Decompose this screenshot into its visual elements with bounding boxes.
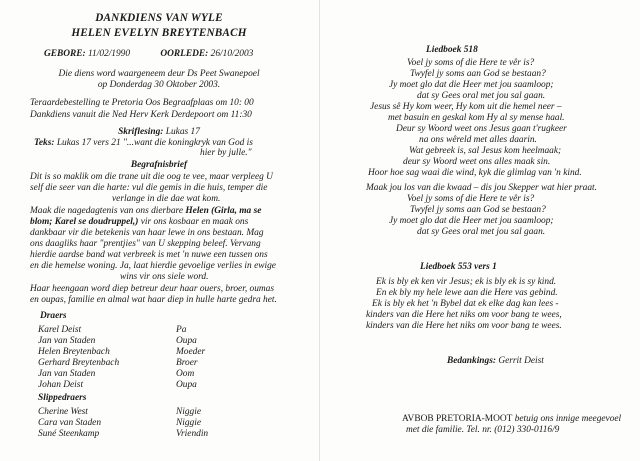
eulogy-p2-start: Maak die nagedagtenis van ons dierbare — [30, 206, 184, 216]
hymn-1-line: Jy moet glo dat die Heer met jou saamloop; — [389, 216, 554, 226]
funeral-home-name: AVBOB PRETORIA-MOOT — [402, 414, 513, 424]
sermon-text-cont: hier by julle." — [200, 148, 252, 158]
bearer-name: Jan van Staden — [38, 336, 96, 346]
eulogy-p2-line-2 — [30, 217, 248, 227]
hymn-2-line: kinders van die Here het niks om voor bang te wees. — [366, 321, 562, 331]
eulogy-p2-line-7: wins vir ons siele word. — [120, 272, 209, 282]
bearer-name: Johan Deist — [38, 380, 84, 390]
hymn-1-line: dat sy Gees oral met jou sal gaan. — [417, 227, 546, 237]
footer-line-1 — [402, 414, 621, 424]
hymn-1-line: Voel jy soms of die Here te vêr is? — [407, 194, 535, 204]
bearers-title: Draers — [40, 311, 67, 321]
sermon-text — [34, 138, 253, 148]
thanks-name: Gerrit Deist — [498, 356, 544, 366]
eulogy-p2-nickname-1: Helen (Girla, ma se — [185, 206, 262, 216]
text-value: Lukas 17 vers 21 "...want die koningkryk van God is — [56, 138, 253, 148]
bearer-name: Karel Deist — [38, 325, 82, 335]
footer-line-2: met die familie. Tel. nr. (012) 330-0116/9 — [406, 425, 560, 435]
hymn-1-line: Deur sy Woord weet ons Jesus gaan t'rugkeer — [396, 124, 567, 134]
bearer-role: Oupa — [176, 336, 197, 346]
page-fold-divider — [319, 0, 320, 461]
born-date: 11/02/1990 — [88, 49, 131, 59]
burial-line-1: Teraardebestelling te Pretoria Oos Begraafplaas om 10: 00 — [30, 98, 254, 108]
pall-bearer-role: Niggie — [176, 418, 201, 428]
eulogy-p2-line-6: en die hemelse woning. Ja, laat hierdie gevoelige verlies in ewige — [30, 261, 276, 271]
hymn-1-line: Jesus sê Hy kom weer, Hy kom uit die hemel neer – — [370, 102, 562, 112]
eulogy-p3-line-2: en oupas, familie en almal wat haar diep in hulle harte gedra het. — [30, 295, 277, 305]
right-page — [322, 0, 640, 461]
hymn-1-line: Twyfel jy soms aan God se bestaan? — [410, 205, 546, 215]
bearer-role: Oupa — [176, 380, 197, 390]
eulogy-p2-line-3: dankbaar vir die betekenis van haar lewe in ons bestaan. Mag — [30, 228, 264, 238]
hymn-2-line: kinders van die Here het niks om voor bang te wees, — [366, 310, 562, 320]
eulogy-p3-line-1: Haar heengaan word diep betreur deur haar ouers, broer, oumas — [30, 284, 274, 294]
burial-line-2: Dankdiens vanuit die Ned Herv Kerk Derdepoort om 11:30 — [30, 110, 252, 120]
scripture-reading — [0, 127, 318, 137]
thanks-label: Bedankings: — [447, 356, 496, 366]
pall-bearer-name: Cara van Staden — [38, 418, 102, 428]
hymn-1-line: Hoor hoe sag waai die wind, kyk die glimlag van 'n kind. — [368, 168, 582, 178]
bearer-name: Gerhard Breytenbach — [38, 358, 120, 368]
born-label: GEBORE: — [44, 49, 86, 59]
pall-bearer-role: Niggie — [176, 407, 201, 417]
eulogy-p1-line-2: self die seer van die harte: vul die gemis in die huis, temper die — [30, 183, 268, 193]
pall-bearer-role: Vriendin — [176, 429, 209, 439]
hymn-2-line: Ek is bly ek het 'n Bybel dat ek elke dag kan lees - — [372, 299, 559, 309]
eulogy-title: Begrafnisbrief — [130, 160, 188, 170]
scripture-value: Lukas 17 — [165, 127, 200, 137]
died-label: OORLEDE: — [160, 49, 209, 59]
bearer-role: Moeder — [176, 347, 206, 357]
bearer-role: Broer — [176, 358, 198, 368]
eulogy-p2-line-1 — [30, 206, 261, 216]
hymn-2-title: Liedboek 553 vers 1 — [420, 262, 497, 272]
hymn-1-line: Twyfel jy soms aan God se bestaan? — [410, 69, 546, 79]
eulogy-p2-line-5: hierdie aardse band wat verbreek is met 'n nuwe een tussen ons — [30, 250, 268, 260]
deceased-name: HELEN EVELYN BREYTENBACH — [71, 27, 247, 39]
hymn-2-line: En ek bly my hele lewe aan die Here vas gebind. — [376, 288, 558, 298]
scripture-label: Skriflesing: — [118, 127, 164, 137]
eulogy-p1-line-3: verlange in die dae wat kom. — [112, 194, 221, 204]
bearer-role: Oom — [176, 369, 195, 379]
dates-line — [44, 49, 253, 59]
hymn-1-line: deur sy Woord weet ons alles maak sin. — [403, 157, 551, 167]
hymn-1-line: Wat gebreek is, sal Jesus kom heelmaak; — [409, 146, 562, 156]
eulogy-p2-line-4: ons daagliks haar "prentjies" van U skepping beleef. Vervang — [30, 239, 261, 249]
hymn-1-line: met basuin en geskal kom Hy al sy mense haal. — [388, 113, 565, 123]
hymn-1-line: na ons wêreld met alles daarin. — [419, 135, 537, 145]
hymn-1-line: dat sy Gees oral met jou sal gaan. — [417, 91, 546, 101]
bearer-name: Jan van Staden — [38, 369, 96, 379]
eulogy-p2-line-2-end: vir ons kosbaar en maak ons — [140, 217, 249, 227]
hymn-1-line: Voel jy soms of die Here te vêr is? — [407, 58, 535, 68]
hymn-1-title: Liedboek 518 — [426, 45, 478, 55]
officiant-line-2: op Donderdag 30 Oktober 2003. — [97, 80, 221, 90]
pall-bearer-name: Suné Steenkamp — [38, 429, 100, 439]
bearer-role: Pa — [176, 325, 187, 335]
died-date: 26/10/2003 — [210, 49, 254, 59]
eulogy-p1-line-1: Dit is so maklik om die trane uit die oog te vee, maar verpleeg U — [30, 172, 273, 182]
service-title: DANKDIENS VAN WYLE — [95, 12, 223, 24]
hymn-1-line: Maak jou los van die kwaad – dis jou Skepper wat hier praat. — [366, 183, 597, 193]
hymn-1-line: Jy moet glo dat die Heer met jou saamloop; — [389, 80, 554, 90]
pall-bearer-name: Cherine West — [38, 407, 88, 417]
officiant-line-1: Die diens word waargeneem deur Ds Peet Swanepoel — [58, 69, 260, 79]
bearer-name: Helen Breytenbach — [38, 347, 110, 357]
left-page — [0, 0, 318, 461]
thanks-line — [447, 356, 544, 366]
hymn-2-line: Ek is bly ek ken vir Jesus; ek is bly ek is sy kind. — [376, 277, 557, 287]
text-label: Teks: — [34, 138, 55, 148]
pall-bearers-title: Slippedraers — [38, 393, 87, 403]
condolence-text: betuig ons innige meegevoel — [514, 414, 622, 424]
eulogy-p2-nickname-2: blom; Karel se doudruppel,) — [30, 217, 139, 227]
